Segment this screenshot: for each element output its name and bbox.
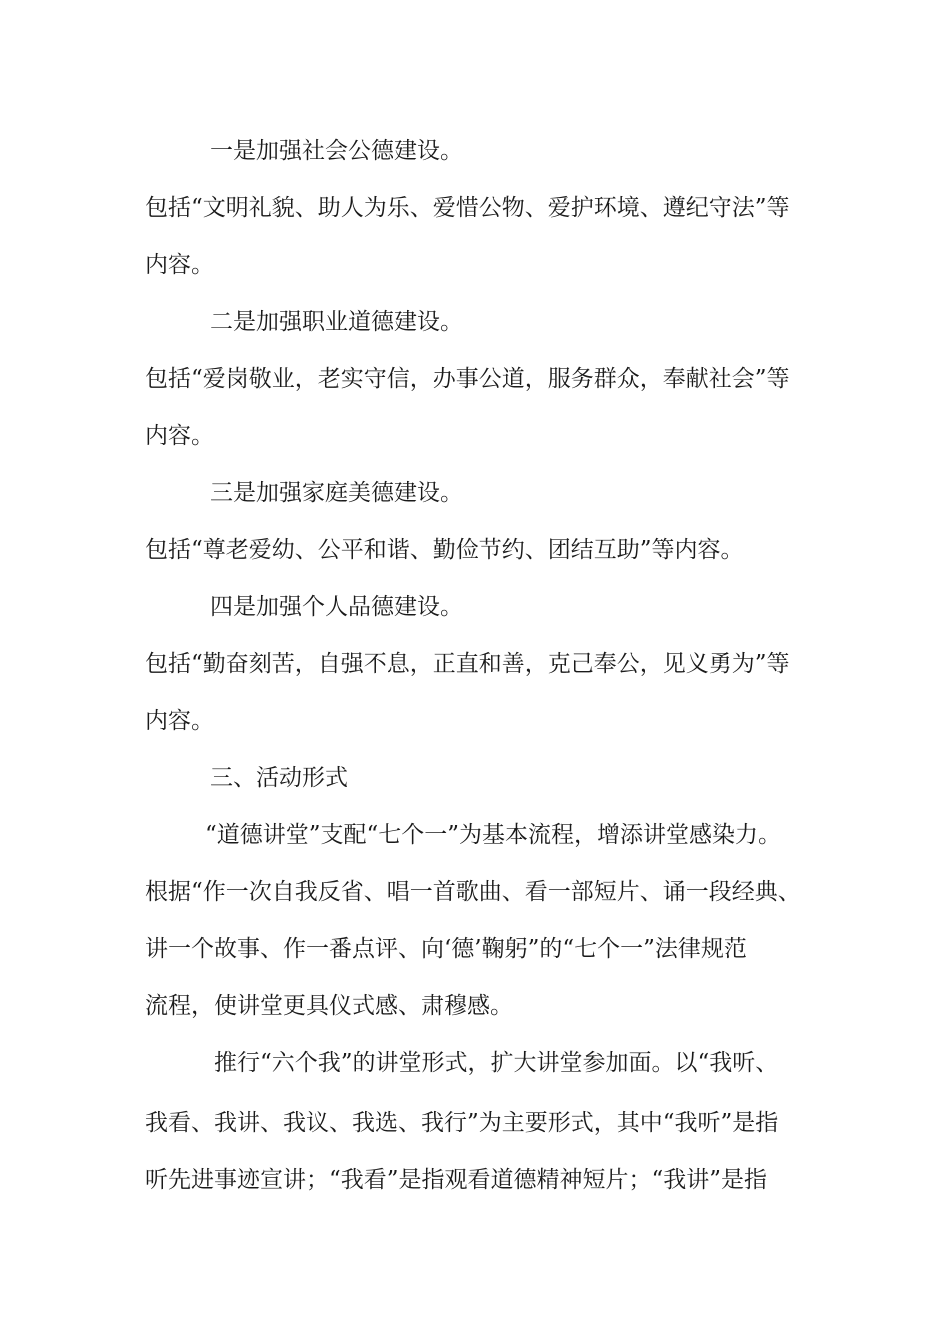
- paragraph-2-line-1: 推行“六个我”的讲堂形式，扩大讲堂参加面。以“我听、: [214, 1050, 779, 1076]
- section-2-heading: 二是加强职业道德建设。: [210, 309, 463, 335]
- section-2-body-line-2: 内容。: [145, 423, 214, 449]
- section-3-heading: 三是加强家庭美德建设。: [210, 480, 463, 506]
- paragraph-1-line-1: “道德讲堂”支配“七个一”为基本流程，增添讲堂感染力。: [205, 822, 782, 848]
- paragraph-1-line-2: 根据“作一次自我反省、唱一首歌曲、看一部短片、诵一段经典、: [145, 879, 801, 905]
- paragraph-2-line-2: 我看、我讲、我议、我选、我行”为主要形式，其中“我听”是指: [145, 1110, 779, 1136]
- paragraph-1-line-3: 讲一个故事、作一番点评、向‘德’鞠躬”的“七个一”法律规范: [145, 936, 747, 962]
- section-1-body-line-2: 内容。: [145, 252, 214, 278]
- activity-title: 三、活动形式: [210, 765, 348, 791]
- section-4-body-line-2: 内容。: [145, 708, 214, 734]
- paragraph-2-line-3: 听先进事迹宣讲；“我看”是指观看道德精神短片；“我讲”是指: [145, 1167, 768, 1193]
- section-3-body-line-1: 包括“尊老爱幼、公平和谐、勤俭节约、团结互助”等内容。: [145, 537, 744, 563]
- section-1-heading: 一是加强社会公德建设。: [210, 138, 463, 164]
- section-4-heading: 四是加强个人品德建设。: [210, 594, 463, 620]
- section-4-body-line-1: 包括“勤奋刻苦，自强不息，正直和善，克己奉公，见义勇为”等: [145, 651, 790, 677]
- section-2-body-line-1: 包括“爱岗敬业，老实守信，办事公道，服务群众，奉献社会”等: [145, 366, 790, 392]
- section-1-body-line-1: 包括“文明礼貌、助人为乐、爱惜公物、爱护环境、遵纪守法”等: [145, 195, 790, 221]
- paragraph-1-line-4: 流程，使讲堂更具仪式感、肃穆感。: [145, 993, 513, 1019]
